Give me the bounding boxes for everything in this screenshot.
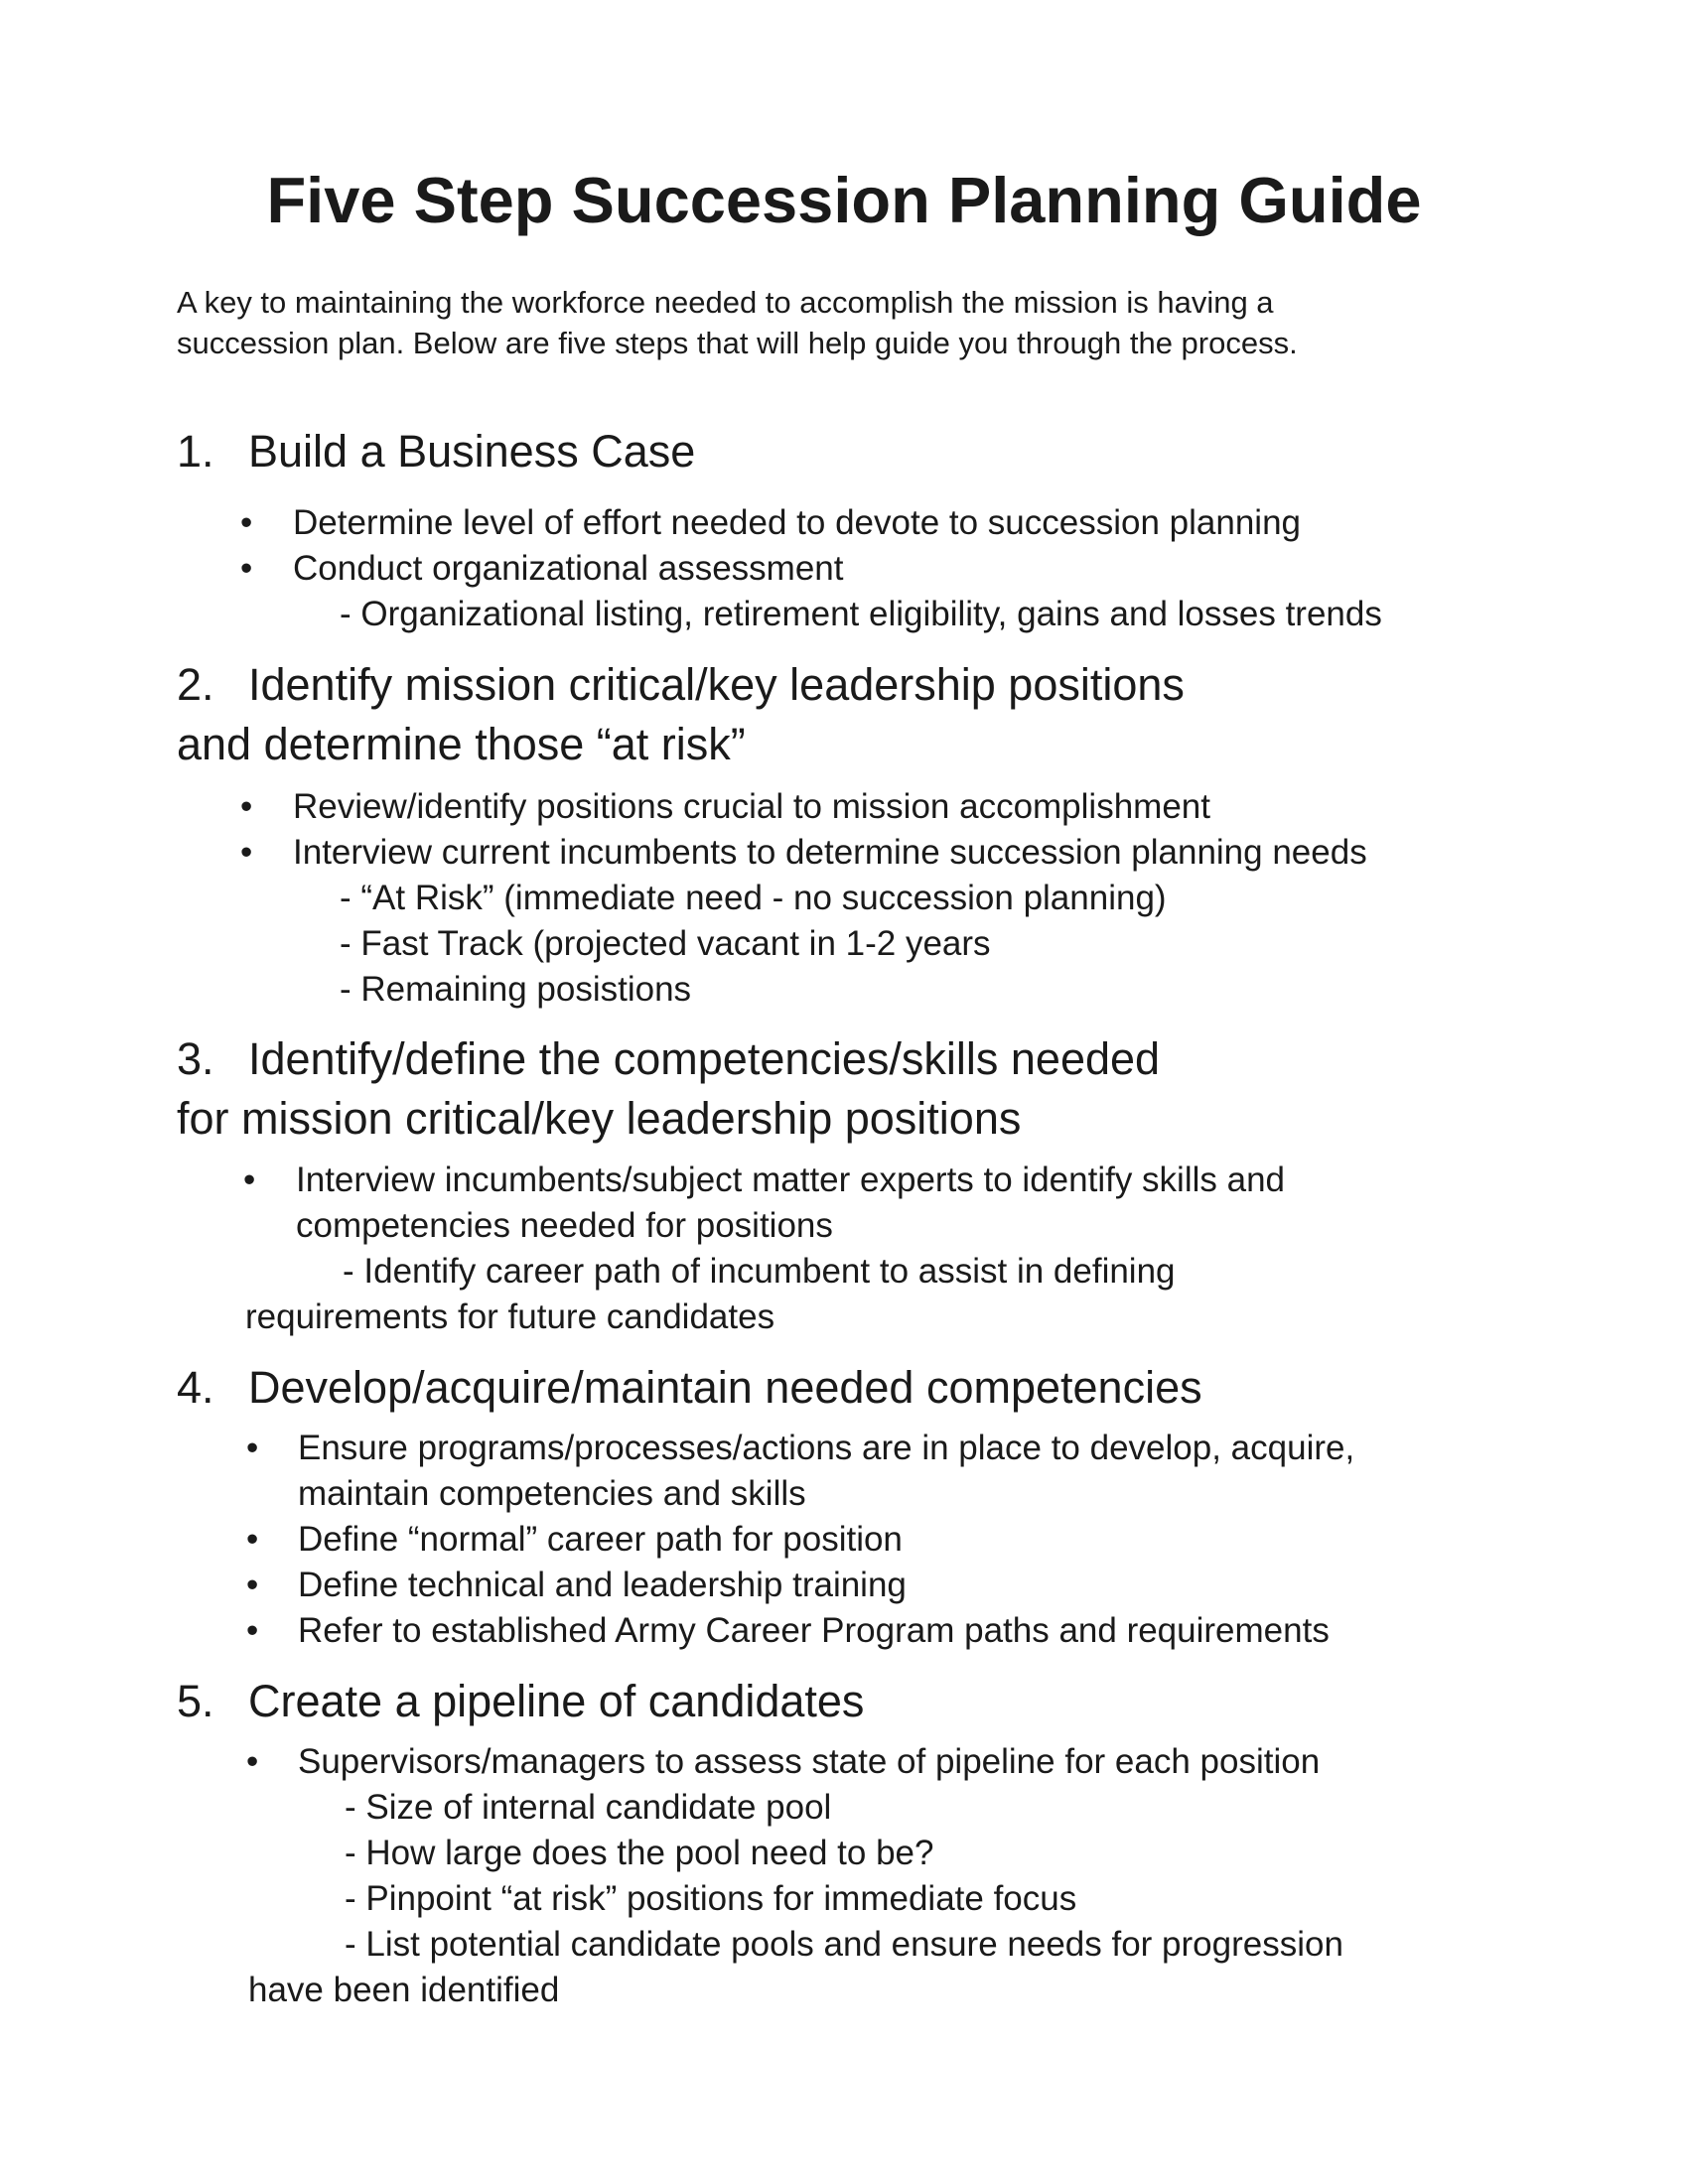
step-3-heading (177, 1029, 1160, 1149)
step-title: Build a Business Case (248, 426, 696, 477)
step-1-item: Determine level of effort needed to devote to succession planning (293, 503, 1301, 542)
bullet-icon: • (246, 1566, 259, 1604)
step-1-subitem: - Organizational listing, retirement eligibility, gains and losses trends (340, 595, 1382, 633)
step-5-subitem: - List potential candidate pools and ensure needs for progression (345, 1925, 1343, 1964)
intro-line: succession plan. Below are five steps that will help guide you through the process. (177, 326, 1298, 360)
step-4-item: Define “normal” career path for position (298, 1520, 903, 1559)
step-2-item: Interview current incumbents to determine succession planning needs (293, 833, 1367, 872)
step-number: 1. (177, 426, 214, 477)
bullet-icon: • (246, 1520, 259, 1559)
step-3-subitem-continued: requirements for future candidates (245, 1297, 775, 1336)
step-1-heading (177, 422, 695, 481)
step-5-subitem: - Size of internal candidate pool (345, 1788, 832, 1827)
step-4-heading (177, 1358, 1202, 1418)
step-2-item: Review/identify positions crucial to mission accomplishment (293, 787, 1210, 826)
step-5-subitem: - How large does the pool need to be? (345, 1834, 934, 1872)
step-number: 2. (177, 659, 214, 710)
bullet-icon: • (240, 833, 253, 872)
bullet-icon: • (243, 1160, 256, 1199)
step-3-item: Interview incumbents/subject matter experts to identify skills and (296, 1160, 1285, 1199)
step-2-subitem: - Remaining posistions (340, 970, 692, 1009)
step-5-heading (177, 1672, 864, 1731)
step-2-subitem: - Fast Track (projected vacant in 1-2 years (340, 924, 991, 963)
step-number: 4. (177, 1362, 214, 1413)
step-title: Create a pipeline of candidates (248, 1676, 865, 1726)
step-5-subitem-continued: have been identified (248, 1971, 560, 2009)
step-3-subitem: - Identify career path of incumbent to assist in defining (343, 1252, 1176, 1291)
bullet-icon: • (240, 549, 253, 588)
step-4-item: Refer to established Army Career Program paths and requirements (298, 1611, 1330, 1650)
bullet-icon: • (240, 503, 253, 542)
step-2-heading (177, 655, 1185, 774)
step-title: Develop/acquire/maintain needed competencies (248, 1362, 1202, 1413)
step-title: Identify/define the competencies/skills needed (248, 1033, 1161, 1084)
step-number: 5. (177, 1676, 214, 1726)
step-5-subitem: - Pinpoint “at risk” positions for immediate focus (345, 1879, 1077, 1918)
step-4-item: Ensure programs/processes/actions are in place to develop, acquire, (298, 1429, 1355, 1467)
step-title-continued: for mission critical/key leadership positions (177, 1093, 1022, 1144)
step-title: Identify mission critical/key leadership positions (248, 659, 1185, 710)
step-5-item: Supervisors/managers to assess state of pipeline for each position (298, 1742, 1321, 1781)
bullet-icon: • (246, 1742, 259, 1781)
bullet-icon: • (240, 787, 253, 826)
step-4-item-continued: maintain competencies and skills (298, 1474, 806, 1513)
bullet-icon: • (246, 1611, 259, 1650)
step-number: 3. (177, 1033, 214, 1084)
step-2-subitem: - “At Risk” (immediate need - no succession planning) (340, 879, 1167, 917)
bullet-icon: • (246, 1429, 259, 1467)
page-title: Five Step Succession Planning Guide (266, 164, 1422, 236)
step-1-item: Conduct organizational assessment (293, 549, 844, 588)
step-title-continued: and determine those “at risk” (177, 719, 746, 769)
intro-paragraph (177, 282, 1468, 363)
step-3-item-continued: competencies needed for positions (296, 1206, 833, 1245)
step-4-item: Define technical and leadership training (298, 1566, 907, 1604)
intro-line: A key to maintaining the workforce needed to accomplish the mission is having a (177, 285, 1274, 320)
